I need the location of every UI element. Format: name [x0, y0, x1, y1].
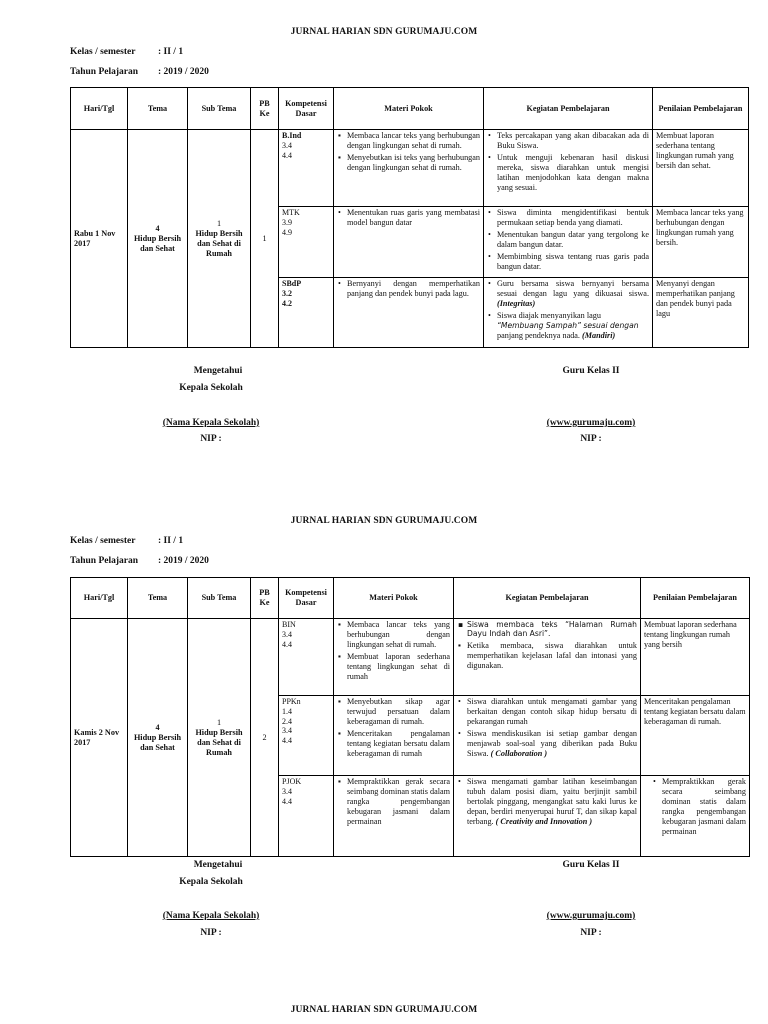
pb-cell: 2 — [251, 619, 279, 857]
journal-title: JURNAL HARIAN SDN GURUMAJU.COM — [290, 516, 478, 526]
header-hari: Hari/Tgl — [71, 88, 128, 130]
materi-item: ▪ Menceritakan pengalaman tentang kegiatan bersatu dalam keberagaman di rumah — [347, 729, 450, 759]
kd-code: 2.4 — [282, 716, 292, 726]
subtema-number: 1 — [216, 218, 222, 228]
nip-kepala: NIP : — [200, 434, 222, 444]
subtema-name: Hidup Bersih dan Sehat di Rumah — [195, 228, 243, 258]
kd-code: 3.2 — [282, 288, 292, 298]
penilaian-cell: Membuat laporan sederhana tentang lingkungan rumah yang bersih — [641, 619, 750, 696]
kelas-semester — [70, 47, 183, 57]
tahun-pelajaran — [70, 67, 209, 77]
journal-table — [70, 577, 750, 857]
kd-code: 3.4 — [282, 140, 292, 150]
nama-guru-text: (www.gurumaju.com) — [546, 418, 636, 428]
kd-subject: MTK — [282, 208, 300, 217]
materi-item: • Bernyanyi dengan memperhatikan panjang dan pendek bunyi pada lagu. — [347, 279, 480, 299]
kd-code: 4.4 — [282, 736, 292, 745]
table-row — [71, 619, 750, 696]
header-kd: Kompetensi Dasar — [279, 88, 334, 130]
kd-code: 1.4 — [282, 706, 292, 716]
kd-cell — [279, 207, 334, 278]
table-header-row — [71, 578, 750, 619]
header-hari: Hari/Tgl — [71, 578, 128, 619]
materi-item: ▪ Membaca lancar teks yang berhubungan dengan lingkungan sehat di rumah. — [347, 131, 480, 151]
kegiatan-cell — [484, 278, 653, 348]
materi-cell — [334, 619, 454, 696]
header-materi: Materi Pokok — [334, 578, 454, 619]
kegiatan-item — [467, 729, 637, 759]
nama-guru — [511, 418, 671, 428]
materi-cell — [334, 776, 454, 857]
kegiatan-item: • Membimbing siswa tentang ruas garis pada bangun datar. — [497, 252, 649, 272]
kepala-sekolah-label: Kepala Sekolah — [179, 383, 243, 393]
tema-number: 4 — [155, 722, 160, 732]
journal-title: JURNAL HARIAN SDN GURUMAJU.COM — [290, 1005, 478, 1015]
kegiatan-item — [497, 311, 649, 341]
kelas-label: Kelas / semester — [70, 536, 136, 546]
kd-code: 3.4 — [282, 629, 292, 639]
nip-kepala: NIP : — [200, 928, 222, 938]
penilaian-cell: Membuat laporan sederhana tentang lingkungan rumah yang bersih dan sehat. — [653, 130, 749, 207]
kd-subject: B.Ind — [282, 131, 302, 140]
tema-name: Hidup Bersih dan Sehat — [133, 233, 182, 253]
tahun-pelajaran — [70, 556, 209, 566]
kelas-value: : II / 1 — [158, 47, 184, 57]
kelas-label: Kelas / semester — [70, 47, 136, 57]
kd-code: 4.4 — [282, 639, 292, 649]
materi-item: ▪ Membuat laporan sederhana tentang lingkungan sehat di rumah — [347, 652, 450, 682]
tahun-label: Tahun Pelajaran — [70, 67, 139, 77]
subtema-number: 1 — [216, 717, 222, 727]
karakter-tag: ( Creativity and Innovation ) — [495, 817, 593, 826]
nip-guru: NIP : — [580, 434, 602, 444]
header-kegiatan: Kegiatan Pembelajaran — [454, 578, 641, 619]
tahun-value: : 2019 / 2020 — [158, 67, 209, 77]
penilaian-item: • Mempraktikkan gerak secara seimbang dominan statis dalam rangka pengembangan kebugaran jasmani dalam permainan — [662, 777, 746, 837]
materi-item: ▪ Menyebutkan isi teks yang berhubungan dengan lingkungan sehat di rumah. — [347, 153, 480, 173]
karakter-tag: (Mandiri) — [582, 331, 616, 340]
subtema-cell — [188, 619, 251, 857]
kegiatan-item: ▪ Ketika membaca, siswa diarahkan untuk memperhatikan kejelasan lafal dan intonasi yang digunakan. — [467, 641, 637, 671]
header-penilaian: Penilaian Pembelajaran — [641, 578, 750, 619]
kegiatan-text: Siswa mendiskusikan isi setiap gambar dengan menjawab soal-soal yang diberikan pada Buku Siswa. — [467, 729, 637, 758]
penilaian-cell: Menceritakan pengalaman tentang kegiatan bersatu dalam keberagaman di rumah. — [641, 696, 750, 776]
journal-table — [70, 87, 749, 348]
kegiatan-item: • Teks percakapan yang akan dibacakan ada di Buku Siswa. — [497, 131, 649, 151]
header-materi: Materi Pokok — [334, 88, 484, 130]
kd-subject: PPKn — [282, 697, 301, 706]
materi-item: ▪ Membaca lancar teks yang berhubungan dengan lingkungan sehat di rumah. — [347, 620, 450, 650]
kd-code: 4.4 — [282, 796, 292, 806]
nama-guru — [511, 911, 671, 921]
kegiatan-cell — [454, 776, 641, 857]
penilaian-cell: Menyanyi dengan memperhatikan panjang dan pendek bunyi pada lagu — [653, 278, 749, 348]
kd-code: 3.4 — [282, 786, 292, 796]
kegiatan-text: Siswa mengamati gambar latihan keseimbangan tubuh dalam posisi diam, yaitu berjinjit sambil bertolak pinggang, mengangkat satu kaki lurus ke depan, berdiri menyerupai huruf T, dan sikap kapal terbang. — [467, 777, 637, 826]
materi-item: ▪ Mempraktikkan gerak secara seimbang dominan statis dalam rangka pengembangan kebugaran jasmani dalam permainan — [347, 777, 450, 827]
nama-guru-text: (www.gurumaju.com) — [546, 911, 636, 921]
kd-subject: SBdP — [282, 279, 302, 288]
kd-cell — [279, 130, 334, 207]
materi-item: ▪ Menyebutkan sikap agar terwujud persatuan dalam keberagaman di rumah. — [347, 697, 450, 727]
kd-code: 3.4 — [282, 726, 292, 736]
kegiatan-cell — [484, 207, 653, 278]
song-title: “Membuang Sampah” sesuai dengan — [497, 321, 639, 330]
hari-cell: Kamis 2 Nov 2017 — [71, 619, 128, 857]
materi-cell — [334, 278, 484, 348]
subtema-cell — [188, 130, 251, 348]
mengetahui-label: Mengetahui — [193, 366, 243, 376]
kd-cell — [279, 278, 334, 348]
kegiatan-item: ▪ Siswa membaca teks “Halaman Rumah Dayu Indah dan Asri”. — [467, 620, 637, 639]
journal-title: JURNAL HARIAN SDN GURUMAJU.COM — [290, 27, 478, 37]
kelas-value: : II / 1 — [158, 536, 184, 546]
karakter-tag: ( Collaboration ) — [490, 749, 548, 758]
materi-cell — [334, 130, 484, 207]
kegiatan-item: • Siswa diminta mengidentifikasi bentuk permukaan setiap benda yang diamati. — [497, 208, 649, 228]
materi-item: • Menentukan ruas garis yang membatasi model bangun datar — [347, 208, 480, 228]
kd-code: 4.9 — [282, 227, 292, 237]
kegiatan-item: • Siswa diarahkan untuk mengamati gambar yang berkaitan dengan contoh sikap hidup bersatu di pekarangan rumah — [467, 697, 637, 727]
kegiatan-text: Siswa diajak menyanyikan lagu — [497, 311, 601, 320]
tahun-label: Tahun Pelajaran — [70, 556, 139, 566]
kd-cell — [279, 776, 334, 857]
nama-kepala-text: (Nama Kepala Sekolah) — [162, 911, 260, 921]
kegiatan-text: panjang pendeknya nada. — [497, 331, 580, 340]
kd-cell — [279, 619, 334, 696]
tema-cell — [128, 619, 188, 857]
nip-guru: NIP : — [580, 928, 602, 938]
hari-cell: Rabu 1 Nov 2017 — [71, 130, 128, 348]
header-pb: PB Ke — [251, 578, 279, 619]
kegiatan-item: • Untuk menguji kebenaran hasil diskusi mereka, siswa diarahkan untuk mengisi latihan menjodohkan kata dengan makna yang sesuai. — [497, 153, 649, 193]
tema-name: Hidup Bersih dan Sehat — [133, 732, 182, 752]
kegiatan-item — [497, 279, 649, 309]
table-row — [71, 130, 749, 207]
kd-code: 4.2 — [282, 298, 292, 308]
header-subtema: Sub Tema — [188, 578, 251, 619]
kegiatan-text: Guru bersama siswa bernyanyi bersama sesuai dengan lagu yang dikuasai siswa. — [497, 279, 649, 298]
guru-kelas-label: Guru Kelas II — [562, 860, 620, 870]
mengetahui-label: Mengetahui — [193, 860, 243, 870]
nama-kepala-text: (Nama Kepala Sekolah) — [162, 418, 260, 428]
kd-subject: BIN — [282, 620, 296, 629]
kd-subject: PJOK — [282, 777, 302, 786]
kd-code: 4.4 — [282, 150, 292, 160]
nama-kepala-sekolah — [131, 418, 291, 428]
subtema-name: Hidup Bersih dan Sehat di Rumah — [195, 727, 243, 757]
header-kegiatan: Kegiatan Pembelajaran — [484, 88, 653, 130]
guru-kelas-label: Guru Kelas II — [562, 366, 620, 376]
tahun-value: : 2019 / 2020 — [158, 556, 209, 566]
materi-cell — [334, 207, 484, 278]
kegiatan-cell — [454, 619, 641, 696]
penilaian-cell — [641, 776, 750, 857]
tema-cell — [128, 130, 188, 348]
penilaian-cell: Membaca lancar teks yang berhubungan dengan lingkungan rumah yang bersih. — [653, 207, 749, 278]
karakter-tag: (Integritas) — [497, 299, 536, 308]
kegiatan-item: • Menentukan bangun datar yang tergolong ke dalam bangun datar. — [497, 230, 649, 250]
kegiatan-cell — [454, 696, 641, 776]
kegiatan-item — [467, 777, 637, 827]
kegiatan-cell — [484, 130, 653, 207]
header-tema: Tema — [128, 578, 188, 619]
header-pb: PB Ke — [251, 88, 279, 130]
pb-cell: 1 — [251, 130, 279, 348]
header-kd: Kompetensi Dasar — [279, 578, 334, 619]
header-tema: Tema — [128, 88, 188, 130]
kepala-sekolah-label: Kepala Sekolah — [179, 877, 243, 887]
table-header-row — [71, 88, 749, 130]
kelas-semester — [70, 536, 183, 546]
kd-code: 3.9 — [282, 217, 292, 227]
kd-cell — [279, 696, 334, 776]
materi-cell — [334, 696, 454, 776]
nama-kepala-sekolah — [131, 911, 291, 921]
header-subtema: Sub Tema — [188, 88, 251, 130]
header-penilaian: Penilaian Pembelajaran — [653, 88, 749, 130]
tema-number: 4 — [155, 223, 160, 233]
